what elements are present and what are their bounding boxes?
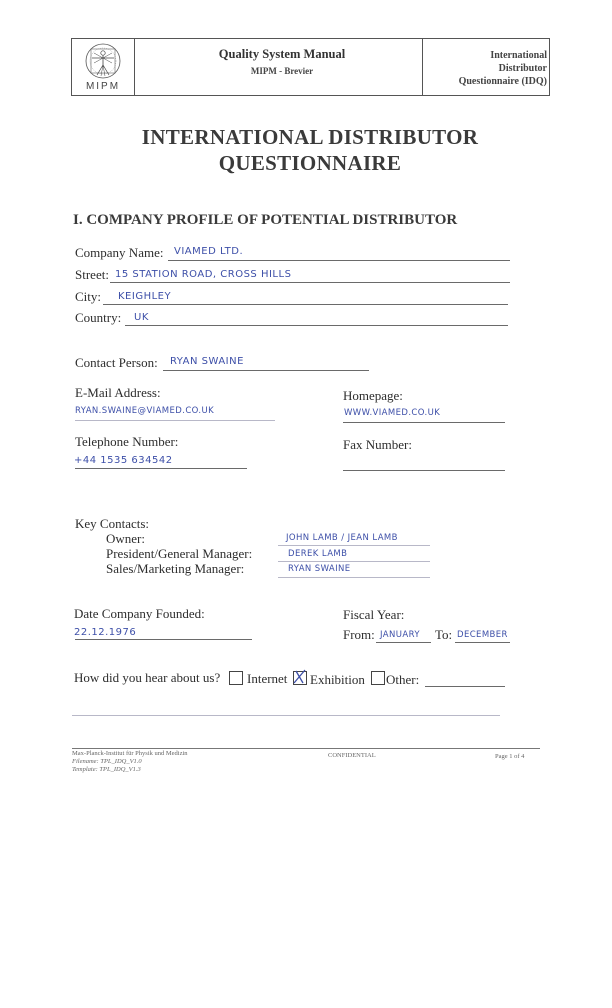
check-mark-icon <box>293 669 307 685</box>
street-field[interactable]: 15 STATION ROAD, CROSS HILLS <box>115 269 292 280</box>
key-contacts-label: Key Contacts: <box>75 516 150 531</box>
date-founded-label: Date Company Founded: <box>74 606 205 621</box>
other-option-label: Other: <box>386 672 420 687</box>
internet-checkbox[interactable] <box>229 671 243 685</box>
header-center <box>152 47 412 76</box>
fax-label: Fax Number: <box>343 437 412 452</box>
fiscal-year-label: Fiscal Year: <box>343 607 405 622</box>
footer-institute: Max-Planck-Institut für Physik und Medizin <box>72 750 188 757</box>
hear-about-question: How did you hear about us? <box>74 670 221 685</box>
document-type-line-1: International <box>490 50 547 61</box>
street-label: Street: <box>75 267 109 282</box>
country-label: Country: <box>75 310 122 325</box>
page-title-line-1: INTERNATIONAL DISTRIBUTOR <box>141 125 479 149</box>
company-name-field[interactable]: VIAMED LTD. <box>174 246 244 257</box>
section-heading: I. COMPANY PROFILE OF POTENTIAL DISTRIBUTOR <box>73 212 458 228</box>
footer-template: Template: TPL_IDQ_V1.3 <box>72 766 141 773</box>
document-header <box>71 38 550 96</box>
document-type <box>427 49 547 88</box>
city-field[interactable]: KEIGHLEY <box>118 291 172 302</box>
date-founded-field[interactable]: 22.12.1976 <box>74 627 137 638</box>
contact-person-field[interactable]: RYAN SWAINE <box>170 356 244 367</box>
sales-label: Sales/Marketing Manager: <box>106 561 245 576</box>
contact-person-label: Contact Person: <box>75 355 158 370</box>
exhibition-option-label: Exhibition <box>310 672 365 687</box>
footer-page-number: Page 1 of 4 <box>495 753 525 760</box>
footer-filename: Filename: TPL_IDQ_V1.0 <box>72 758 142 765</box>
manual-subtitle: MIPM - Brevier <box>250 66 314 76</box>
sales-field[interactable]: RYAN SWAINE <box>288 564 351 574</box>
homepage-field[interactable]: WWW.VIAMED.CO.UK <box>344 408 441 418</box>
other-checkbox[interactable] <box>371 671 385 685</box>
internet-option-label: Internet <box>247 671 288 686</box>
president-label: President/General Manager: <box>106 546 253 561</box>
exhibition-checkbox[interactable] <box>293 671 307 685</box>
city-label: City: <box>75 289 102 304</box>
document-type-line-2: Distributor <box>498 63 547 74</box>
email-field[interactable]: RYAN.SWAINE@VIAMED.CO.UK <box>75 406 215 416</box>
mipm-logo <box>72 39 134 95</box>
company-name-label: Company Name: <box>75 245 164 260</box>
fiscal-from-field[interactable]: JANUARY <box>380 630 420 640</box>
document-type-line-3: Questionnaire (IDQ) <box>458 76 547 87</box>
telephone-label: Telephone Number: <box>75 434 179 449</box>
logo-text: MIPM <box>85 81 121 92</box>
email-label: E-Mail Address: <box>75 385 161 400</box>
fiscal-to-label: To: <box>435 627 453 642</box>
president-field[interactable]: DEREK LAMB <box>288 549 348 559</box>
owner-label: Owner: <box>106 531 145 546</box>
fiscal-from-label: From: <box>343 627 375 642</box>
homepage-label: Homepage: <box>343 388 403 403</box>
fiscal-to-field[interactable]: DECEMBER <box>457 630 508 640</box>
footer-confidential: CONFIDENTIAL <box>328 752 376 759</box>
manual-title: Quality System Manual <box>218 47 346 61</box>
country-field[interactable]: UK <box>134 312 149 323</box>
telephone-field[interactable]: +44 1535 634542 <box>74 455 173 466</box>
page-title-line-2: QUESTIONNAIRE <box>218 151 402 175</box>
owner-field[interactable]: JOHN LAMB / JEAN LAMB <box>286 533 398 543</box>
